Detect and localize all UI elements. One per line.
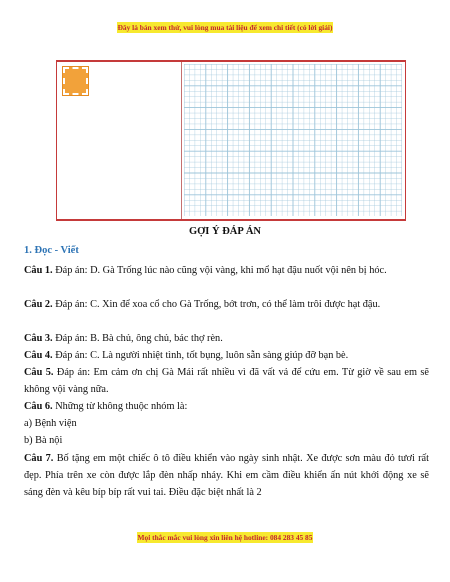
answer-a: a) Bệnh viện (24, 418, 77, 429)
section-heading: 1. Đọc - Viết (24, 245, 79, 256)
question-7 (24, 450, 429, 501)
sheet-frame (56, 60, 406, 221)
question-text: Bố tặng em một chiếc ô tô điều khiển vào ngày sinh nhật. Xe được sơn màu đỏ tươi rất đẹp. Phía trên xe còn được lắp đèn nhấp nháy. Khi em cầm điều khiển ấn nút khởi động xe sẽ sáng đèn và kêu bíp bíp rất vui tai. Điều đặc biệt nhất là 2 (24, 453, 429, 498)
question-text: Đáp án: B. Bà chủ, ông chủ, bác thợ rèn. (55, 333, 223, 344)
hotline-banner-text: Mọi thắc mắc vui lòng xin liên hệ hotline: 084 283 45 85 (137, 533, 313, 542)
hotline-banner (0, 533, 450, 542)
preview-banner-text: Đây là bản xem thử, vui lòng mua tài liệu để xem chi tiết (có lời giải) (117, 23, 333, 32)
question-1 (24, 262, 429, 279)
question-text: Đáp án: C. Là người nhiệt tình, tốt bụng, luôn sẵn sàng giúp đỡ bạn bè. (55, 350, 349, 361)
writing-sheet-image (56, 60, 406, 221)
preview-banner (0, 23, 450, 32)
question-text: Những từ không thuộc nhóm là: (55, 401, 188, 412)
question-label: Câu 3. (24, 333, 53, 344)
question-label: Câu 7. (24, 453, 54, 464)
question-3 (24, 330, 429, 347)
question-4 (24, 347, 429, 364)
answer-b: b) Bà nội (24, 435, 63, 446)
question-2 (24, 296, 429, 313)
question-text: Đáp án: D. Gà Trống lúc nào cũng vội vàng, khi mổ hạt đậu nuốt vội nên bị hóc. (55, 265, 387, 276)
question-label: Câu 4. (24, 350, 53, 361)
question-6 (24, 398, 429, 415)
question-label: Câu 6. (24, 401, 53, 412)
question-label: Câu 2. (24, 299, 53, 310)
question-5 (24, 364, 429, 398)
question-text: Đáp án: Em cảm ơn chị Gà Mái rất nhiều vì đã vất vả để cứu em. Từ giờ về sau em sẽ không vội vàng nữa. (24, 367, 429, 395)
question-label: Câu 1. (24, 265, 53, 276)
question-label: Câu 5. (24, 367, 54, 378)
answer-title: GỢI Ý ĐÁP ÁN (188, 226, 262, 237)
question-text: Đáp án: C. Xin để xoa cổ cho Gà Trống, bớt trơn, có thể làm trôi được hạt đậu. (55, 299, 381, 310)
